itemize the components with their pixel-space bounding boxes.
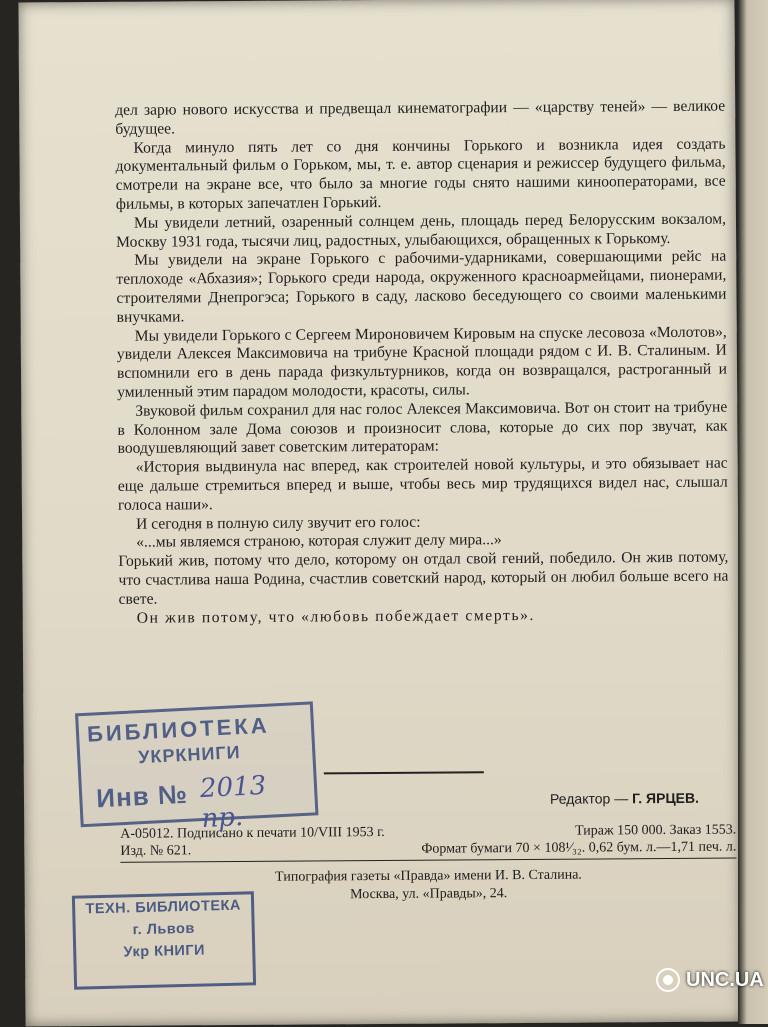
editor-name: Г. ЯРЦЕВ. <box>631 789 700 807</box>
imprint-text: А-05012. Подписано к печати 10/VIII 1953 г. <box>120 824 385 842</box>
tech-library-stamp <box>72 891 256 989</box>
stamp-text: УКРКНИГИ <box>137 742 241 768</box>
paragraph: Когда минуло пять лет со дня кончины Горького и возникла идея создать документальный фильм о Горьком, мы, т. е. автор сценария и режиссер будущего фильма, смотрели на экране все, что было за многие годы снято нашими кинооператорами, все фильмы, в которых запечатлен Горький. <box>115 135 726 213</box>
stamp-text: г. Львов <box>132 920 196 939</box>
stamp-text: Инв № <box>95 778 189 814</box>
coin-icon <box>656 968 680 992</box>
stamp-text: ТЕХН. БИБЛИОТЕКА <box>85 897 242 918</box>
printer-line: Типография газеты «Правда» имени И. В. Сталина. <box>275 867 582 885</box>
paragraph: дел зарю нового искусства и предвещал кинематографии — «царству теней» — великое будущее. <box>115 97 726 138</box>
paragraph: Мы увидели на экране Горького с рабочими-ударниками, совершающими рейс на теплоходе «Абхазия»; Горького среди народа, окруженного красноармейцами, пионерами, строителями Днепрогэса; Горького в саду, ласково беседующего со своими маленькими внучками. <box>116 247 727 326</box>
paragraph: Звуковой фильм сохранил для нас голос Алексея Максимовича. Вот он стоит на трибуне в Колонном зале Дома союзов и произносит слова, которые до сих пор звучат, как воодушевляющий завет советским литераторам: <box>117 398 728 458</box>
stamp-text: Укр КНИГИ <box>123 942 206 961</box>
paragraph: И сегодня в полную силу звучит его голос: <box>136 513 421 533</box>
imprint-text: Изд. № 621. <box>120 843 192 859</box>
paragraph: Мы увидели Горького с Сергеем Мироновичем Кировым на спуске лесовоза «Молотов», увидели Алексея Максимовича на трибуне Красной площади рядом с И. В. Сталиным. И вспомнили его в день парада физкультурников, когда он возвращался, растроганный и умиленный этим парадом молодости, красоты, силы. <box>116 323 728 401</box>
printer-line: Москва, ул. «Правды», 24. <box>350 886 508 903</box>
quote-paragraph: «...мы являемся страною, которая служит делу мира...» <box>136 531 502 552</box>
watermark-logo <box>656 968 764 992</box>
quote-paragraph: «История выдвинула нас вперед, как строителей новой культуры, и это обязывает нас еще дальше стремиться вперед и выше, чтобы весь мир трудящихся видел нас, слышал голоса наши». <box>117 454 728 514</box>
library-stamp <box>75 701 318 835</box>
editor-credit <box>550 790 699 807</box>
paragraph: Горький жив, потому что дело, которому он отдал свой гений, победило. Он жив потому, что счастлива наша Родина, счастлив советский народ, который он любил больше всего на свете. <box>118 548 729 608</box>
editor-label: Редактор — <box>549 790 633 807</box>
watermark-text: UNC.UA <box>686 968 764 991</box>
closing-paragraph: Он жив потому, что «любовь побеждает смерть». <box>136 606 536 627</box>
next-page-edge <box>738 0 768 1024</box>
stamp-text: БИБЛИОТЕКА <box>86 712 271 747</box>
divider <box>324 771 484 774</box>
handwritten-number: 2013 пр. <box>199 770 267 835</box>
book-page <box>18 0 741 1026</box>
imprint-text: Формат бумаги 70 × 108¹⁄₃₂. 0,62 бум. л.—1,71 печ. л. <box>421 839 737 857</box>
imprint-text: Тираж 150 000. Заказ 1553. <box>575 822 737 839</box>
paragraph: Мы увидели летний, озаренный солнцем день, площадь перед Белорусским вокзалом, Москву 1931 года, тысячи лиц, радостных, улыбающихся, обращенных к Горькому. <box>116 210 727 251</box>
body-text <box>115 98 729 629</box>
